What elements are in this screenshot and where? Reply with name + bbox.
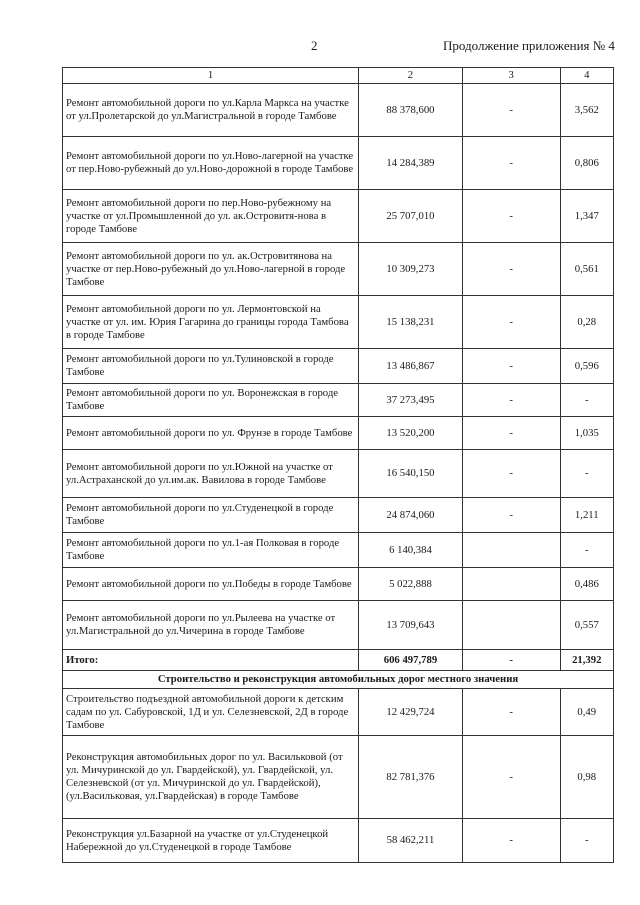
row-col3: - (462, 736, 560, 819)
row-description: Реконструкция автомобильных дорог по ул. Васильковой (от ул. Мичуринской до ул. Гвардейской), ул. Гвардейской, ул. Селезневской (от ул. Мичуринской до ул. Гвардейской), (ул.Васильковая, ул.Гвардейская) в городе Тамбове (63, 736, 359, 819)
row-description: Ремонт автомобильной дороги по ул.Победы в городе Тамбове (63, 568, 359, 601)
table-row (63, 450, 614, 498)
row-col4: 0,561 (560, 243, 613, 296)
row-amount: 82 781,376 (359, 736, 463, 819)
row-amount: 5 022,888 (359, 568, 463, 601)
row-amount: 88 378,600 (359, 84, 463, 137)
row-description: Ремонт автомобильной дороги по ул.Ново-лагерной на участке от пер.Ново-рубежный до ул.Ново-дорожной в городе Тамбове (63, 137, 359, 190)
column-header-2: 2 (359, 68, 463, 84)
row-description: Ремонт автомобильной дороги по пер.Ново-рубежному на участке от ул.Промышленной до ул. ак.Островитя-нова в городе Тамбове (63, 190, 359, 243)
row-description: Ремонт автомобильной дороги по ул.Карла Маркса на участке от ул.Пролетарской до ул.Магистральной в городе Тамбове (63, 84, 359, 137)
row-description: Ремонт автомобильной дороги по ул. ак.Островитянова на участке от пер.Ново-рубежный до ул.Ново-лагерной в городе Тамбове (63, 243, 359, 296)
row-description: Ремонт автомобильной дороги по ул.Южной на участке от ул.Астраханской до ул.им.ак. Вавилова в городе Тамбове (63, 450, 359, 498)
row-col3: - (462, 819, 560, 863)
row-col4: 0,98 (560, 736, 613, 819)
row-amount: 14 284,389 (359, 137, 463, 190)
row-amount: 16 540,150 (359, 450, 463, 498)
table-row (63, 190, 614, 243)
table-row (63, 568, 614, 601)
row-col3 (462, 601, 560, 650)
table-row (63, 296, 614, 349)
row-col4: 1,211 (560, 498, 613, 533)
row-col4: 0,806 (560, 137, 613, 190)
row-description: Ремонт автомобильной дороги по ул. Фрунзе в городе Тамбове (63, 417, 359, 450)
row-description: Ремонт автомобильной дороги по ул.Студенецкой в городе Тамбове (63, 498, 359, 533)
row-amount: 13 520,200 (359, 417, 463, 450)
row-amount: 37 273,495 (359, 384, 463, 417)
row-col4: 3,562 (560, 84, 613, 137)
table-row (63, 689, 614, 736)
row-col4: - (560, 450, 613, 498)
row-amount: 25 707,010 (359, 190, 463, 243)
row-col4: 0,49 (560, 689, 613, 736)
table-row (63, 498, 614, 533)
row-col3: - (462, 498, 560, 533)
row-col4: - (560, 819, 613, 863)
table-row (63, 417, 614, 450)
row-col3: - (462, 689, 560, 736)
row-amount: 58 462,211 (359, 819, 463, 863)
total-col4: 21,392 (560, 650, 613, 671)
table-row (63, 84, 614, 137)
row-description: Ремонт автомобильной дороги по ул. Воронежская в городе Тамбове (63, 384, 359, 417)
total-label: Итого: (63, 650, 359, 671)
row-col3: - (462, 243, 560, 296)
row-amount: 24 874,060 (359, 498, 463, 533)
column-header-3: 3 (462, 68, 560, 84)
page-number: 2 (311, 38, 318, 53)
total-row (63, 650, 614, 671)
row-col4: 1,035 (560, 417, 613, 450)
column-header-row (63, 68, 614, 84)
row-description: Строительство подъездной автомобильной дороги к детским садам по ул. Сабуровской, 1Д и ул. Селезневской, 2Д в городе Тамбове (63, 689, 359, 736)
row-col3: - (462, 190, 560, 243)
row-amount: 15 138,231 (359, 296, 463, 349)
table-row (63, 137, 614, 190)
row-col3 (462, 533, 560, 568)
total-amount: 606 497,789 (359, 650, 463, 671)
table-row (63, 533, 614, 568)
row-col4: 0,28 (560, 296, 613, 349)
row-amount: 10 309,273 (359, 243, 463, 296)
row-description: Реконструкция ул.Базарной на участке от ул.Студенецкой Набережной до ул.Студенецкой в городе Тамбове (63, 819, 359, 863)
row-amount: 12 429,724 (359, 689, 463, 736)
road-works-table (62, 67, 614, 863)
row-col3: - (462, 417, 560, 450)
row-col3: - (462, 137, 560, 190)
table-row (63, 384, 614, 417)
table-row (63, 601, 614, 650)
section-title: Строительство и реконструкция автомобильных дорог местного значения (63, 671, 614, 689)
row-col4: 0,486 (560, 568, 613, 601)
row-col3: - (462, 296, 560, 349)
row-col3 (462, 568, 560, 601)
row-col3: - (462, 384, 560, 417)
table-row (63, 243, 614, 296)
row-amount: 13 486,867 (359, 349, 463, 384)
row-amount: 6 140,384 (359, 533, 463, 568)
construction-rows (63, 689, 614, 863)
row-description: Ремонт автомобильной дороги по ул. Лермонтовской на участке от ул. им. Юрия Гагарина до границы города Тамбова в городе Тамбове (63, 296, 359, 349)
row-col4: 0,596 (560, 349, 613, 384)
repair-rows (63, 84, 614, 650)
table-row (63, 736, 614, 819)
row-col3: - (462, 450, 560, 498)
table-row (63, 349, 614, 384)
row-col4: 0,557 (560, 601, 613, 650)
row-col4: 1,347 (560, 190, 613, 243)
row-col4: - (560, 384, 613, 417)
total-col3: - (462, 650, 560, 671)
appendix-heading: Продолжение приложения № 4 (443, 38, 615, 53)
row-col3: - (462, 349, 560, 384)
row-description: Ремонт автомобильной дороги по ул.1-ая Полковая в городе Тамбове (63, 533, 359, 568)
column-header-1: 1 (63, 68, 359, 84)
row-col3: - (462, 84, 560, 137)
section-header-row (63, 671, 614, 689)
row-description: Ремонт автомобильной дороги по ул.Рылеева на участке от ул.Магистральной до ул.Чичерина в городе Тамбове (63, 601, 359, 650)
row-col4: - (560, 533, 613, 568)
row-amount: 13 709,643 (359, 601, 463, 650)
table-row (63, 819, 614, 863)
column-header-4: 4 (560, 68, 613, 84)
row-description: Ремонт автомобильной дороги по ул.Тулиновской в городе Тамбове (63, 349, 359, 384)
